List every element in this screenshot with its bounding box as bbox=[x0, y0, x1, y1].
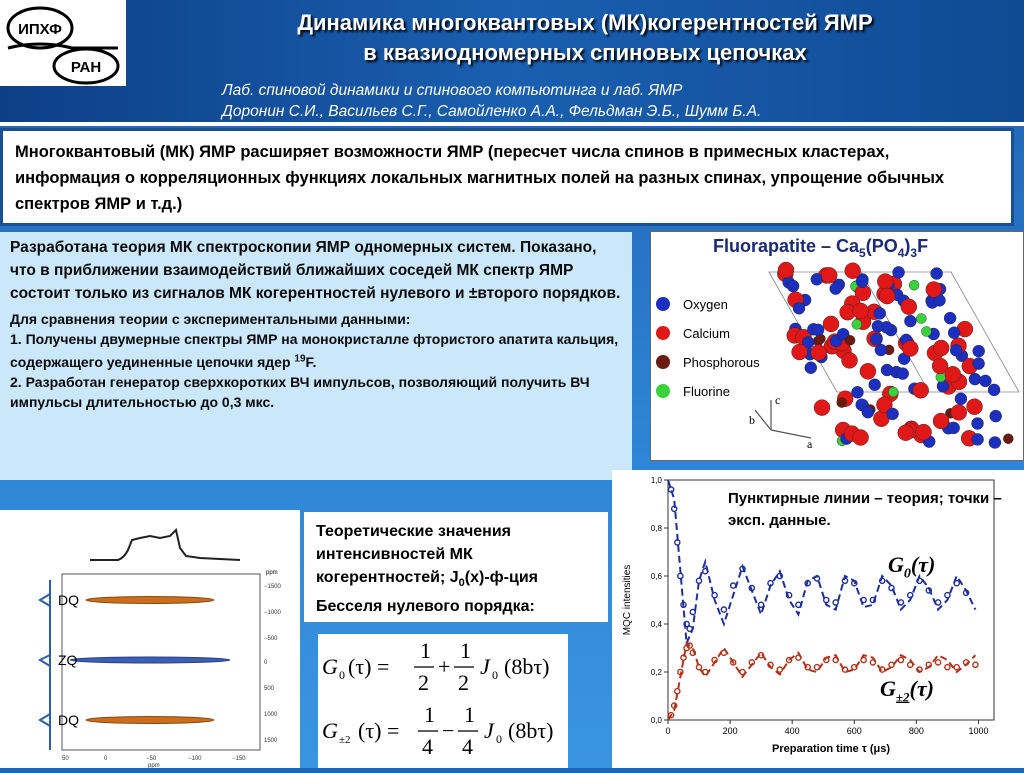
atom bbox=[990, 410, 1002, 422]
title-line-1: Динамика многоквантовых (МК)когерентностей ЯМР bbox=[297, 10, 873, 35]
spectrum-svg bbox=[0, 510, 300, 768]
atom bbox=[787, 280, 799, 292]
x-tick: −100 bbox=[188, 756, 202, 762]
f1-Jsub: 0 bbox=[492, 668, 498, 682]
legend-swatch-phosphorous bbox=[656, 355, 670, 369]
data-point bbox=[870, 660, 875, 665]
x-tick-label: 400 bbox=[784, 726, 800, 736]
data-point bbox=[908, 593, 913, 598]
f2-num2: 1 bbox=[464, 702, 475, 727]
data-point bbox=[861, 657, 866, 662]
title-line-2: в квазиодномерных спиновых цепочках bbox=[363, 40, 807, 65]
f1-num1: 1 bbox=[420, 638, 431, 663]
atom bbox=[948, 327, 960, 339]
legend-calcium: Calcium bbox=[683, 326, 730, 341]
atom bbox=[898, 425, 914, 441]
crystal-legend bbox=[656, 297, 760, 399]
subtitle-block bbox=[222, 80, 1012, 122]
data-point bbox=[945, 665, 950, 670]
data-point bbox=[889, 662, 894, 667]
atom bbox=[989, 437, 1001, 449]
f2-sub: ±2 bbox=[339, 734, 351, 746]
y-tick: 1500 bbox=[264, 738, 278, 744]
y-tick: −1500 bbox=[264, 584, 281, 590]
atom bbox=[931, 268, 943, 280]
projection-trace bbox=[90, 530, 240, 560]
f1-J: J bbox=[480, 654, 490, 679]
atom bbox=[933, 340, 949, 356]
data-point bbox=[824, 597, 829, 602]
data-point bbox=[690, 609, 695, 614]
spectrum-y-ticks bbox=[264, 584, 282, 744]
atom bbox=[945, 366, 961, 382]
f2-den1: 4 bbox=[422, 734, 433, 759]
x-tick-label: 200 bbox=[722, 726, 738, 736]
y-tick: 1000 bbox=[264, 712, 278, 718]
x-tick-label: 1000 bbox=[968, 726, 989, 736]
atom bbox=[944, 312, 956, 324]
atom bbox=[887, 408, 899, 420]
formula-box bbox=[318, 634, 568, 768]
data-point bbox=[936, 600, 941, 605]
atom bbox=[950, 344, 962, 356]
atom bbox=[845, 335, 855, 345]
authors: Доронин С.И., Васильев С.Г., Самойленко А.А., Фельдман Э.Б., Шумм Б.А. bbox=[222, 103, 762, 120]
atom bbox=[969, 373, 981, 385]
f1-arg: (8bτ) bbox=[504, 654, 550, 679]
atom bbox=[979, 375, 991, 387]
data-point bbox=[721, 650, 726, 655]
data-point bbox=[696, 665, 701, 670]
data-point bbox=[703, 669, 708, 674]
x-tick: 50 bbox=[62, 756, 69, 762]
x-unit: ppm bbox=[148, 763, 160, 768]
chart-note: Пунктирные линии – теория; точки – эксп. данные. bbox=[728, 490, 1002, 529]
atom bbox=[916, 424, 932, 440]
y-tick-label: 0,4 bbox=[650, 620, 662, 629]
f1-den1: 2 bbox=[418, 670, 429, 695]
data-point bbox=[759, 602, 764, 607]
y-axis-label: MQC intensities bbox=[622, 564, 633, 636]
atom bbox=[830, 283, 842, 295]
f1-tau: (τ) = bbox=[348, 654, 390, 679]
bessel-description bbox=[304, 512, 608, 622]
atom bbox=[872, 320, 884, 332]
header-divider bbox=[0, 122, 1024, 126]
atom bbox=[860, 363, 876, 379]
atom bbox=[893, 266, 905, 278]
atom bbox=[948, 422, 960, 434]
y-tick-label: 0,8 bbox=[650, 524, 662, 533]
f2-G: G bbox=[322, 718, 338, 743]
atom bbox=[973, 358, 985, 370]
atom bbox=[901, 299, 917, 315]
f1-plus: + bbox=[438, 654, 451, 679]
f1-G: G bbox=[322, 654, 338, 679]
dq-peak-lower bbox=[86, 717, 214, 724]
slide-title bbox=[150, 8, 1020, 68]
y-tick: 0 bbox=[264, 660, 268, 666]
intro-text: Многоквантовый (МК) ЯМР расширяет возможности ЯМР (пересчет числа спинов в примесных кластерах, информация о корреляционных функциях локальных магнитных полей на разных спинах, упрощение обычных спектров ЯМР и т.д.) bbox=[15, 143, 945, 213]
y-tick-label: 1,0 bbox=[650, 476, 662, 485]
atom bbox=[902, 341, 918, 357]
projection-peaks bbox=[40, 594, 50, 726]
atom bbox=[823, 316, 839, 332]
g2-label: $G_{\pm 2}(\tau)$ bbox=[880, 676, 934, 705]
atom bbox=[812, 324, 824, 336]
crystal-svg bbox=[651, 232, 1023, 460]
bessel-sub: 0 bbox=[458, 577, 465, 590]
data-point bbox=[936, 660, 941, 665]
f2-minus: − bbox=[442, 718, 455, 743]
atom bbox=[933, 413, 949, 429]
atom bbox=[856, 276, 868, 288]
theory-comparison-intro: Для сравнения теории с экспериментальными данными: bbox=[10, 311, 411, 327]
data-point bbox=[731, 583, 736, 588]
theory-comparison bbox=[10, 309, 622, 412]
f2-num1: 1 bbox=[424, 702, 435, 727]
atom bbox=[913, 382, 929, 398]
theory-box bbox=[0, 232, 632, 480]
bessel-text-b: (x)-ф-ция Бесселя нулевого порядка: bbox=[316, 569, 539, 616]
atom bbox=[916, 314, 926, 324]
intro-box bbox=[0, 128, 1014, 226]
data-point bbox=[908, 662, 913, 667]
formula-g2 bbox=[322, 702, 554, 759]
x-tick-label: 800 bbox=[908, 726, 924, 736]
atom bbox=[792, 344, 808, 360]
f2-tau: (τ) = bbox=[358, 718, 400, 743]
atom bbox=[842, 352, 858, 368]
x-axis-label: Preparation time τ (μs) bbox=[772, 743, 890, 755]
logo-graphic bbox=[0, 0, 126, 86]
atom bbox=[870, 333, 882, 345]
data-point bbox=[712, 593, 717, 598]
atom bbox=[937, 380, 949, 392]
isotope-symbol: F. bbox=[305, 353, 317, 370]
data-point bbox=[675, 689, 680, 694]
data-point bbox=[973, 662, 978, 667]
legend-swatch-oxygen bbox=[656, 297, 670, 311]
legend-swatch-calcium bbox=[656, 326, 670, 340]
y-tick: −500 bbox=[264, 636, 278, 642]
atom bbox=[869, 379, 881, 391]
atom bbox=[821, 267, 837, 283]
atom bbox=[904, 315, 916, 327]
label-dq-upper: DQ bbox=[58, 592, 79, 608]
f1-num2: 1 bbox=[460, 638, 471, 663]
theory-item-1 bbox=[10, 331, 618, 370]
data-point bbox=[777, 667, 782, 672]
f2-arg: (8bτ) bbox=[508, 718, 554, 743]
y-tick-label: 0,2 bbox=[650, 668, 662, 677]
logo-text-2: РАН bbox=[70, 59, 102, 76]
atom bbox=[805, 362, 817, 374]
g0-label: $G_0(\tau)$ bbox=[888, 552, 936, 582]
dq-peak-upper bbox=[86, 597, 214, 604]
atom bbox=[926, 282, 942, 298]
crystal-title: Fluorapatite – $Ca_5(PO_4)_3F$ bbox=[713, 236, 929, 260]
atom bbox=[845, 263, 861, 279]
atom bbox=[853, 303, 869, 319]
axis-b-label: b bbox=[749, 413, 755, 427]
atom bbox=[955, 393, 967, 405]
axis-a-label: a bbox=[807, 437, 813, 451]
atom bbox=[862, 406, 874, 418]
logo-text-1: ИПХФ bbox=[18, 21, 62, 38]
y-tick-label: 0,6 bbox=[650, 572, 662, 581]
atom bbox=[897, 368, 909, 380]
data-point bbox=[889, 585, 894, 590]
label-dq-lower: DQ bbox=[58, 712, 79, 728]
legend-fluorine: Fluorine bbox=[683, 384, 730, 399]
data-point bbox=[954, 665, 959, 670]
atom bbox=[852, 386, 864, 398]
atom bbox=[972, 418, 984, 430]
isotope-mass: 19 bbox=[294, 353, 306, 364]
zq-peak bbox=[70, 657, 230, 663]
formula-svg bbox=[318, 634, 568, 768]
atom bbox=[852, 319, 862, 329]
label-zq: ZQ bbox=[58, 652, 78, 668]
f1-den2: 2 bbox=[458, 670, 469, 695]
atom bbox=[814, 400, 830, 416]
atom bbox=[837, 398, 847, 408]
x-tick-label: 600 bbox=[846, 726, 862, 736]
lab-name: Лаб. спиновой динамики и спинового компьютинга и лаб. ЯМР bbox=[222, 82, 683, 99]
atom bbox=[811, 345, 827, 361]
atom bbox=[778, 262, 794, 278]
atom bbox=[811, 273, 823, 285]
x-tick: −150 bbox=[232, 756, 246, 762]
atom bbox=[877, 274, 893, 290]
crystal-structure-figure bbox=[650, 231, 1024, 461]
atom bbox=[874, 307, 886, 319]
f2-J: J bbox=[484, 718, 494, 743]
y-tick-label: 0,0 bbox=[650, 716, 662, 725]
atom bbox=[967, 399, 983, 415]
crystal-axes bbox=[755, 400, 811, 438]
legend-swatch-fluorine bbox=[656, 384, 670, 398]
institute-logo bbox=[0, 0, 126, 86]
crystal-lattice bbox=[769, 262, 1019, 449]
atom bbox=[909, 280, 919, 290]
x-tick: 0 bbox=[104, 756, 108, 762]
atom bbox=[793, 302, 805, 314]
f1-sub: 0 bbox=[339, 668, 345, 682]
data-point bbox=[814, 665, 819, 670]
data-point bbox=[721, 607, 726, 612]
x-tick-label: 0 bbox=[665, 726, 671, 736]
theory-item-1-text: 1. Получены двумерные спектры ЯМР на монокристалле фтористого апатита кальция, содержащего уединенные цепочки ядер bbox=[10, 331, 619, 370]
atom bbox=[853, 430, 869, 446]
atom bbox=[879, 288, 895, 304]
x-tick: −50 bbox=[146, 756, 157, 762]
atom bbox=[988, 384, 1000, 396]
atom bbox=[921, 327, 931, 337]
theory-item-2: 2. Разработан генератор сверхкоротких ВЧ импульсов, позволяющий получить ВЧ импульсы длительностью до 0,3 мкс. bbox=[10, 373, 590, 410]
data-point bbox=[945, 593, 950, 598]
data-point bbox=[898, 657, 903, 662]
atom bbox=[888, 387, 898, 397]
y-tick: 500 bbox=[264, 686, 275, 692]
bessel-text-a: Теоретические значения интенсивностей МК когерентностей; J bbox=[316, 523, 511, 586]
y-tick: −1000 bbox=[264, 610, 281, 616]
data-point bbox=[687, 626, 692, 631]
f2-den2: 4 bbox=[462, 734, 473, 759]
ppm-label: ppm bbox=[266, 570, 278, 576]
legend-phosphorous: Phosphorous bbox=[683, 355, 760, 370]
atom bbox=[972, 433, 984, 445]
legend-oxygen: Oxygen bbox=[683, 297, 728, 312]
atom bbox=[973, 345, 985, 357]
spectrum-x-ticks bbox=[62, 756, 246, 768]
data-point bbox=[833, 600, 838, 605]
atom bbox=[951, 404, 967, 420]
atom bbox=[1003, 434, 1013, 444]
mq-spectrum-figure bbox=[0, 510, 300, 768]
atom bbox=[881, 364, 893, 376]
formula-g0 bbox=[322, 638, 550, 695]
axis-c-label: c bbox=[775, 393, 781, 407]
theory-paragraph-1: Разработана теория МК спектроскопии ЯМР одномерных систем. Показано, что в приближении взаимодействий ближайших соседей МК спектр ЯМР состоит только из сигналов МК когерентностей нулевого и ±второго порядков. bbox=[10, 239, 621, 302]
data-point bbox=[740, 669, 745, 674]
f2-Jsub: 0 bbox=[496, 732, 502, 746]
